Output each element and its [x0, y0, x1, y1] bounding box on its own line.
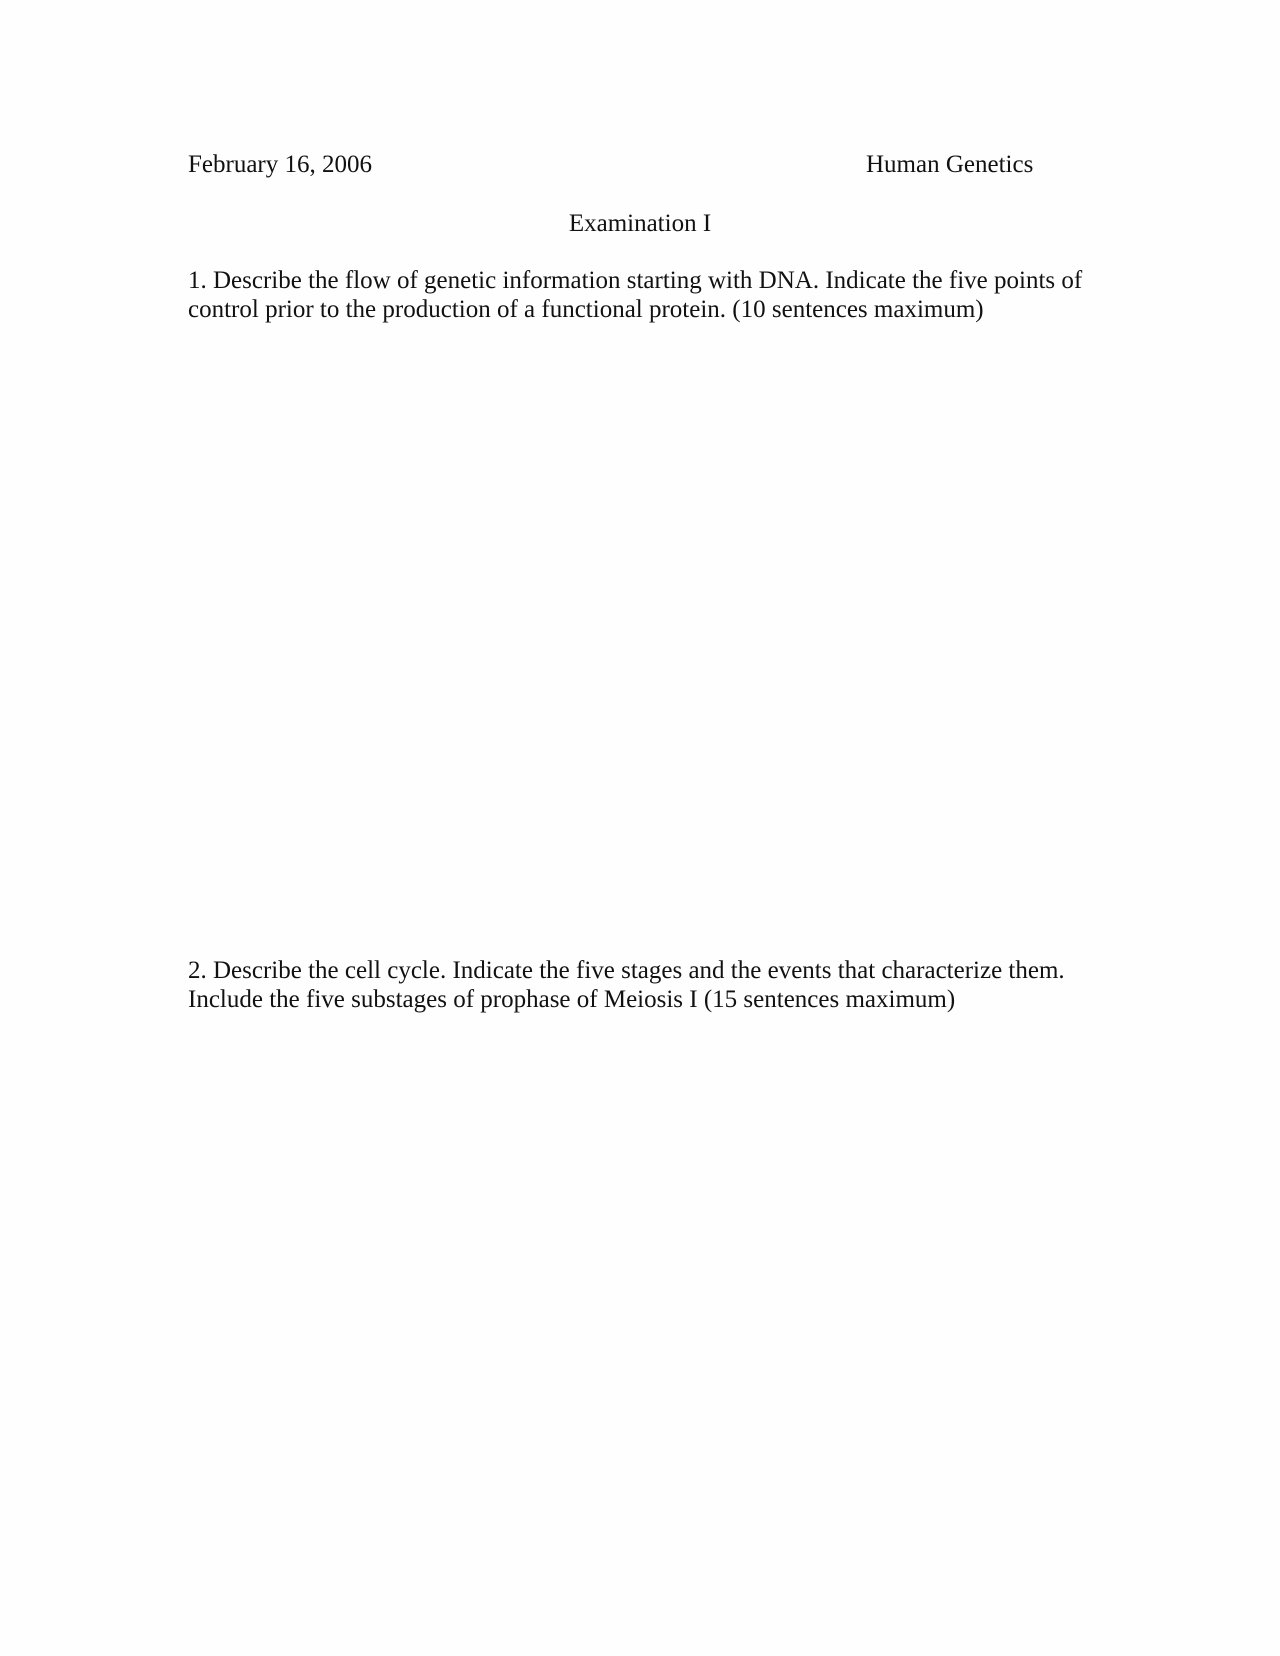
course-name: Human Genetics: [866, 151, 1034, 178]
question-1-line-2: control prior to the production of a functional protein. (10 sentences maximum): [188, 296, 984, 323]
question-2-line-1: 2. Describe the cell cycle. Indicate the five stages and the events that characterize them.: [188, 957, 1065, 984]
exam-title: Examination I: [568, 210, 712, 237]
question-2-line-2: Include the five substages of prophase of Meiosis I (15 sentences maximum): [188, 986, 956, 1013]
question-1-line-1: 1. Describe the flow of genetic information starting with DNA. Indicate the five points of: [188, 267, 1083, 294]
exam-date: February 16, 2006: [188, 151, 372, 178]
question-2: [188, 956, 1065, 1014]
question-1: [188, 266, 1082, 324]
